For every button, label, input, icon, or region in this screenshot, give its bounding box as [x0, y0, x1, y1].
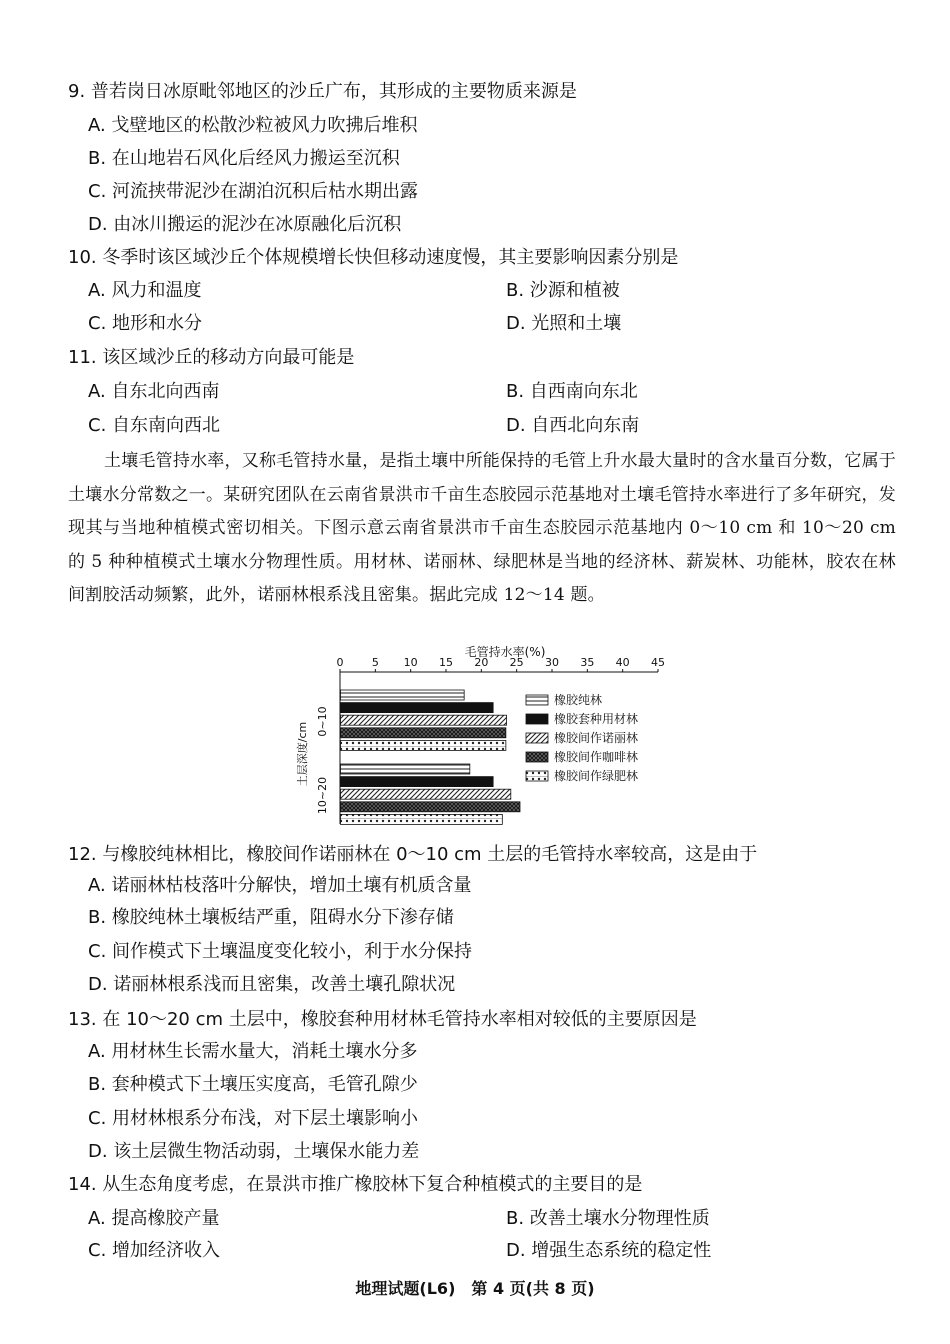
question-11-option-a: A. 自东北向西南: [88, 381, 220, 402]
x-tick-label: 25: [509, 656, 524, 669]
question-10-option-c: C. 地形和水分: [88, 313, 203, 334]
question-12-stem: 12. 与橡胶纯林相比，橡胶间作诺丽林在 0～10 cm 土层的毛管持水率较高，这是由于: [68, 844, 758, 865]
passage-text: 土壤毛管持水率，又称毛管持水量，是指土壤中所能保持的毛管上升水最大量时的含水量百分数，它属于土壤水分常数之一。某研究团队在云南省景洪市千亩生态胶园示范基地对土壤毛管持水率进行了多年研究，发现其与当地种植模式密切相关。下图示意云南省景洪市千亩生态胶园示范基地内 0～10 cm 和 10～20 cm 的 5 种种植模式土壤水分物理性质。用材林、诺丽林、绿肥林是当地的经济林、薪炭林、功能林，胶农在林间割胶活动频繁，此外，诺丽林根系浅且密集。据此完成 12～14 题。: [68, 451, 896, 605]
legend-swatch: [526, 714, 548, 724]
bar-1-2: [341, 764, 470, 774]
question-10-option-b: B. 沙源和植被: [506, 280, 620, 301]
x-tick-label: 20: [474, 656, 489, 669]
legend-swatch: [526, 771, 548, 781]
bar-2-2: [341, 777, 494, 787]
question-14-stem: 14. 从生态角度考虑，在景洪市推广橡胶林下复合种植模式的主要目的是: [68, 1174, 643, 1195]
question-11-option-d: D. 自西北向东南: [506, 415, 640, 436]
bar-1-1: [341, 690, 465, 700]
question-10-option-a: A. 风力和温度: [88, 280, 202, 301]
question-10-stem: 10. 冬季时该区域沙丘个体规模增长快但移动速度慢，其主要影响因素分别是: [68, 247, 679, 268]
question-10-option-d: D. 光照和土壤: [506, 313, 622, 334]
x-tick-label: 35: [580, 656, 595, 669]
question-14-option-d: D. 增强生态系统的稳定性: [506, 1240, 712, 1261]
question-13-option-a: A. 用材林生长需水量大，消耗土壤水分多: [88, 1041, 418, 1062]
bar-2-1: [341, 703, 494, 713]
legend-label: 橡胶纯林: [554, 693, 603, 707]
category-label: 10~20: [316, 776, 329, 815]
question-13-stem: 13. 在 10～20 cm 土层中，橡胶套种用材林毛管持水率相对较低的主要原因是: [68, 1009, 697, 1030]
category-label: 0~10: [316, 706, 329, 737]
bar-5-1: [341, 740, 506, 750]
x-tick-label: 30: [545, 656, 559, 669]
bar-5-2: [341, 814, 503, 824]
question-14-option-a: A. 提高橡胶产量: [88, 1208, 220, 1229]
question-12-option-a: A. 诺丽林枯枝落叶分解快，增加土壤有机质含量: [88, 875, 472, 896]
chart-title: 毛管持水率(%): [464, 645, 546, 659]
legend-label: 橡胶间作诺丽林: [554, 731, 639, 745]
question-9-option-c: C. 河流挟带泥沙在湖泊沉积后枯水期出露: [88, 181, 419, 202]
capillary-water-chart: [290, 644, 690, 834]
question-14-option-c: C. 增加经济收入: [88, 1240, 221, 1261]
question-13-option-c: C. 用材林根系分布浅，对下层土壤影响小: [88, 1108, 419, 1129]
page-footer: 地理试题(L6) 第 4 页(共 8 页): [355, 1279, 595, 1298]
x-tick-label: 5: [371, 656, 379, 669]
bar-3-2: [341, 789, 511, 799]
question-11-option-b: B. 自西南向东北: [506, 381, 638, 402]
legend-label: 橡胶间作咖啡林: [554, 750, 639, 764]
question-12-option-b: B. 橡胶纯林土壤板结严重，阻碍水分下渗存储: [88, 907, 454, 928]
x-tick-label: 45: [651, 656, 665, 669]
x-tick-label: 40: [615, 656, 630, 669]
question-12-option-c: C. 间作模式下土壤温度变化较小，利于水分保持: [88, 941, 473, 962]
legend-swatch: [526, 733, 548, 743]
question-12-option-d: D. 诺丽林根系浅而且密集，改善土壤孔隙状况: [88, 974, 456, 995]
legend-label: 橡胶间作绿肥林: [554, 769, 639, 783]
question-11-stem: 11. 该区域沙丘的移动方向最可能是: [68, 347, 355, 368]
question-13-option-d: D. 该土层微生物活动弱，土壤保水能力差: [88, 1141, 420, 1162]
question-9-option-a: A. 戈壁地区的松散沙粒被风力吹拂后堆积: [88, 115, 418, 136]
bar-4-2: [341, 802, 520, 812]
bar-3-1: [341, 715, 507, 725]
question-13-option-b: B. 套种模式下土壤压实度高，毛管孔隙少: [88, 1074, 418, 1095]
x-tick-label: 15: [439, 656, 453, 669]
question-9-option-b: B. 在山地岩石风化后经风力搬运至沉积: [88, 148, 400, 169]
legend-label: 橡胶套种用材林: [554, 712, 639, 726]
question-9-option-d: D. 由冰川搬运的泥沙在冰原融化后沉积: [88, 214, 402, 235]
bar-4-1: [341, 728, 506, 738]
question-11-option-c: C. 自东南向西北: [88, 415, 221, 436]
y-axis-label: 土层深度/cm: [296, 721, 309, 787]
legend-swatch: [526, 752, 548, 762]
legend-swatch: [526, 695, 548, 705]
question-14-option-b: B. 改善土壤水分物理性质: [506, 1208, 710, 1229]
question-9-stem: 9. 普若岗日冰原毗邻地区的沙丘广布，其形成的主要物质来源是: [68, 81, 577, 102]
x-tick-label: 0: [336, 656, 344, 669]
x-tick-label: 10: [403, 656, 418, 669]
